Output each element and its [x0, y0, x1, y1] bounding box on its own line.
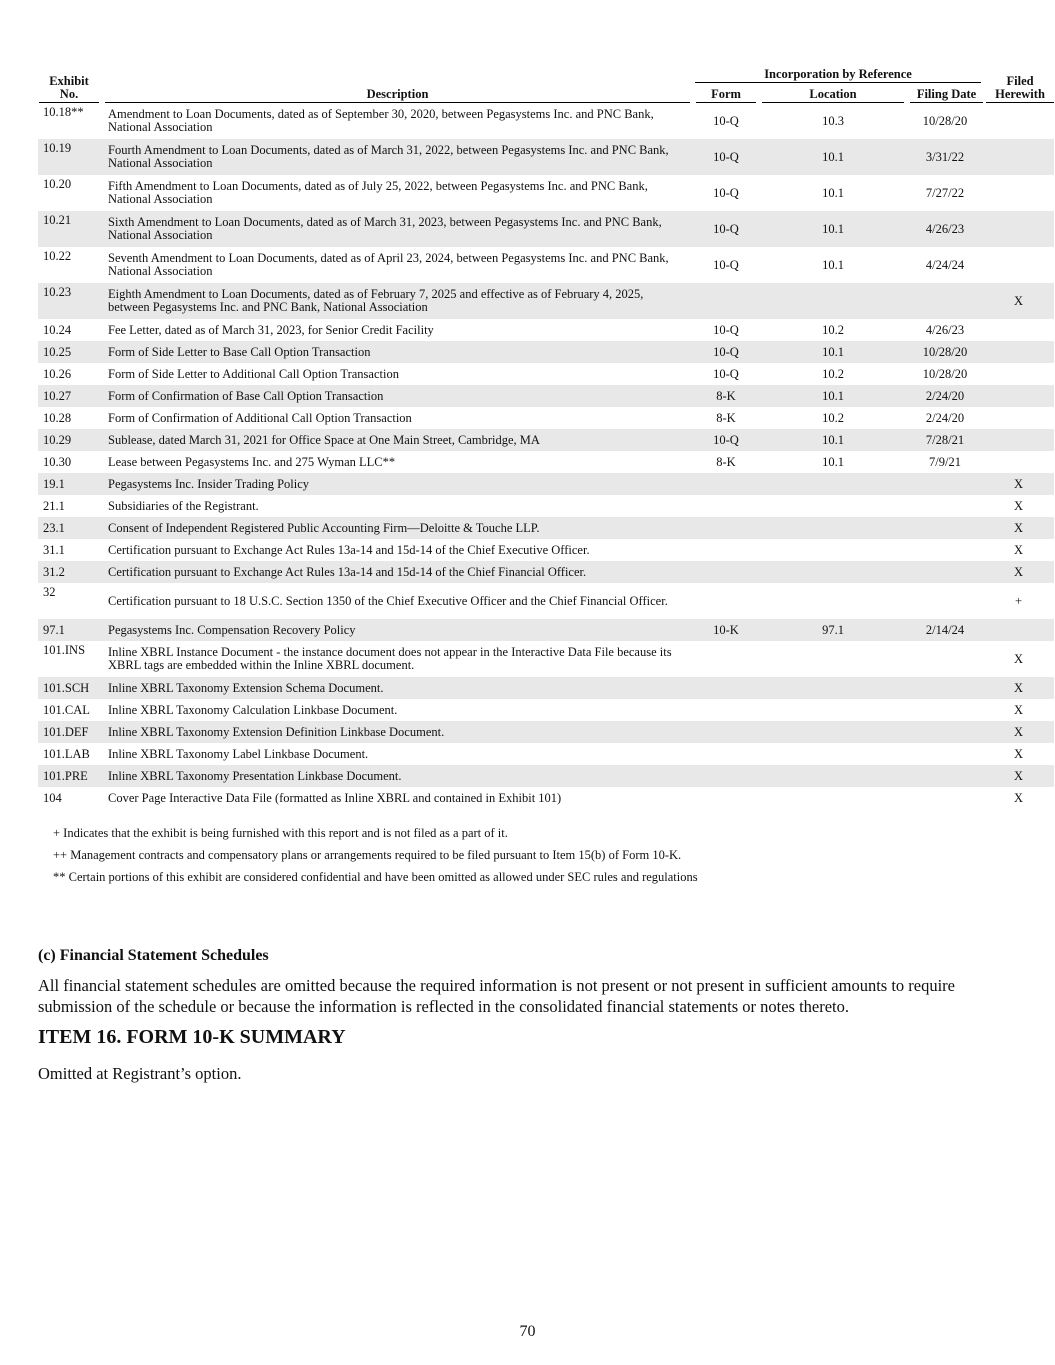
description-cell: Inline XBRL Taxonomy Calculation Linkbase Document.	[108, 702, 398, 717]
description-cell: Inline XBRL Taxonomy Extension Definition Linkbase Document.	[102, 721, 693, 743]
table-row	[38, 619, 1054, 641]
location-cell: 10.2	[822, 366, 844, 381]
table-row	[38, 583, 1054, 619]
form-cell	[693, 539, 759, 561]
location-cell	[759, 787, 907, 809]
exhibit-number-cell: 32	[43, 585, 56, 599]
table-row	[38, 451, 1054, 473]
form-cell	[693, 473, 759, 495]
header-exhibit-line1: Exhibit	[49, 74, 89, 88]
description-cell: Eighth Amendment to Loan Documents, dated as of February 7, 2025 and effective as of February 4, 2025, between Pegasystems Inc. and PNC Bank, National Association	[102, 283, 693, 319]
location-cell	[759, 743, 907, 765]
location-cell	[759, 495, 907, 517]
description-cell: Form of Side Letter to Base Call Option Transaction	[102, 341, 693, 363]
form-cell: 10-Q	[713, 257, 739, 272]
table-row	[38, 407, 1054, 429]
exhibit-number-cell: 10.28	[43, 410, 72, 425]
location-cell: 10.1	[759, 385, 907, 407]
location-cell: 10.1	[759, 211, 907, 247]
exhibit-number-cell: 104	[43, 790, 62, 805]
header-filing-date: Filing Date	[907, 83, 983, 103]
exhibit-number-cell: 101.LAB	[43, 746, 90, 761]
location-cell: 10.2	[822, 410, 844, 425]
description-cell: Fee Letter, dated as of March 31, 2023, for Senior Credit Facility	[108, 322, 434, 337]
description-cell: Pegasystems Inc. Compensation Recovery Policy	[102, 619, 693, 641]
form-cell	[693, 743, 759, 765]
location-cell	[759, 473, 907, 495]
description-cell: Form of Confirmation of Base Call Option Transaction	[102, 385, 693, 407]
filing-date-cell	[907, 517, 983, 539]
location-cell: 10.1	[822, 185, 844, 200]
location-cell	[759, 699, 907, 721]
form-cell	[693, 561, 759, 583]
form-cell	[693, 495, 759, 517]
filed-herewith-cell	[983, 429, 1054, 451]
filing-date-cell: 2/14/24	[907, 619, 983, 641]
filing-date-cell: 4/24/24	[925, 257, 965, 272]
form-cell: 10-Q	[693, 139, 759, 175]
description-cell: Fifth Amendment to Loan Documents, dated as of July 25, 2022, between Pegasystems Inc. and PNC Bank, National Association	[108, 179, 648, 206]
filed-herewith-cell	[983, 319, 1054, 341]
filed-herewith-cell	[983, 175, 1054, 211]
filed-herewith-cell	[983, 103, 1054, 139]
description-cell: Inline XBRL Taxonomy Extension Schema Document.	[102, 677, 693, 699]
section-c-body: All financial statement schedules are omitted because the required information is not present or not present in sufficient amounts to require submission of the schedule or because the information is reflected in the consolidated financial statements or notes thereto.	[38, 976, 955, 1016]
header-exhibit-no	[38, 66, 102, 103]
filing-date-cell	[907, 583, 983, 619]
location-cell	[759, 283, 907, 319]
exhibit-rows	[38, 103, 1054, 809]
form-cell	[693, 283, 759, 319]
location-cell: 10.1	[822, 257, 844, 272]
document-page	[38, 66, 1045, 1084]
filing-date-cell	[907, 641, 983, 677]
exhibit-number-cell: 10.23	[38, 283, 102, 319]
filing-date-cell: 7/9/21	[929, 454, 961, 469]
exhibit-number-cell: 101.SCH	[38, 677, 102, 699]
location-cell	[759, 583, 907, 619]
filed-herewith-cell	[983, 211, 1054, 247]
description-cell: Certification pursuant to Exchange Act Rules 13a-14 and 15d-14 of the Chief Financial Officer.	[102, 561, 693, 583]
form-cell: 10-Q	[713, 185, 739, 200]
section-c-heading: (c) Financial Statement Schedules	[38, 947, 269, 964]
exhibit-number-cell: 21.1	[43, 498, 65, 513]
form-cell: 8-K	[716, 410, 736, 425]
location-cell	[759, 677, 907, 699]
exhibit-number-cell: 10.27	[38, 385, 102, 407]
form-cell: 10-K	[693, 619, 759, 641]
location-cell	[759, 765, 907, 787]
exhibit-number-cell: 10.26	[43, 366, 72, 381]
form-cell: 10-Q	[713, 366, 739, 381]
header-filed-line2: Herewith	[995, 87, 1045, 101]
filing-date-cell	[907, 539, 983, 561]
filing-date-cell	[907, 699, 983, 721]
filed-herewith-cell: X	[983, 517, 1054, 539]
description-cell: Cover Page Interactive Data File (formatted as Inline XBRL and contained in Exhibit 101)	[108, 790, 562, 805]
table-row	[38, 319, 1054, 341]
table-row	[38, 385, 1054, 407]
header-location: Location	[759, 83, 907, 103]
exhibit-number-cell: 10.25	[38, 341, 102, 363]
filed-herewith-cell	[983, 407, 1054, 429]
exhibit-number-cell: 10.29	[38, 429, 102, 451]
description-cell: Sixth Amendment to Loan Documents, dated as of March 31, 2023, between Pegasystems Inc. and PNC Bank, National Association	[102, 211, 693, 247]
filing-date-cell	[907, 473, 983, 495]
table-row	[38, 721, 1054, 743]
exhibit-number-cell: 31.1	[43, 542, 65, 557]
table-row	[38, 103, 1054, 139]
filing-date-cell: 2/24/20	[907, 385, 983, 407]
table-row	[38, 641, 1054, 677]
table-row	[38, 743, 1054, 765]
filed-herewith-cell: X	[1014, 702, 1024, 717]
location-cell: 10.1	[759, 429, 907, 451]
footnote-double-asterisk: ** Certain portions of this exhibit are considered confidential and have been omitted as allowed under SEC rules and regulations	[53, 870, 698, 884]
description-cell: Form of Side Letter to Additional Call Option Transaction	[108, 366, 399, 381]
filing-date-cell: 3/31/22	[907, 139, 983, 175]
filing-date-cell	[907, 283, 983, 319]
location-cell	[759, 539, 907, 561]
form-cell	[693, 583, 759, 619]
filing-date-cell: 10/28/20	[907, 341, 983, 363]
table-row	[38, 247, 1054, 283]
exhibit-number-cell: 31.2	[38, 561, 102, 583]
table-row	[38, 175, 1054, 211]
description-cell: Fourth Amendment to Loan Documents, dated as of March 31, 2022, between Pegasystems Inc. and PNC Bank, National Association	[102, 139, 693, 175]
filing-date-cell: 10/28/20	[922, 366, 968, 381]
exhibit-number-cell: 10.19	[38, 139, 102, 175]
location-cell	[759, 517, 907, 539]
location-cell: 10.3	[822, 113, 844, 128]
table-row	[38, 495, 1054, 517]
item16-heading: ITEM 16. FORM 10-K SUMMARY	[38, 1026, 346, 1048]
form-cell	[693, 765, 759, 787]
exhibit-number-cell: 10.21	[38, 211, 102, 247]
location-cell	[759, 641, 907, 677]
filed-herewith-cell: X	[1014, 498, 1024, 513]
description-cell: Subsidiaries of the Registrant.	[108, 498, 259, 513]
description-cell: Inline XBRL Taxonomy Label Linkbase Document.	[108, 746, 369, 761]
filed-herewith-cell	[983, 619, 1054, 641]
form-cell	[693, 699, 759, 721]
footnotes	[38, 827, 1018, 884]
description-cell: Certification pursuant to 18 U.S.C. Section 1350 of the Chief Executive Officer and the Chief Financial Officer.	[108, 593, 668, 608]
filing-date-cell: 4/26/23	[907, 211, 983, 247]
filed-herewith-cell: X	[1014, 790, 1024, 805]
form-cell: 10-Q	[713, 113, 739, 128]
filing-date-cell	[907, 721, 983, 743]
form-cell: 10-Q	[713, 322, 739, 337]
description-cell: Form of Confirmation of Additional Call Option Transaction	[108, 410, 412, 425]
table-row	[38, 765, 1054, 787]
filed-herewith-cell: X	[983, 677, 1054, 699]
table-row	[38, 363, 1054, 385]
form-cell: 8-K	[693, 385, 759, 407]
page-number: 70	[519, 1323, 536, 1340]
location-cell	[759, 721, 907, 743]
exhibit-number-cell: 101.CAL	[43, 702, 90, 717]
exhibit-number-cell: 10.20	[43, 177, 72, 191]
description-cell: Pegasystems Inc. Insider Trading Policy	[102, 473, 693, 495]
form-cell: 10-Q	[693, 341, 759, 363]
filing-date-cell	[907, 743, 983, 765]
filed-herewith-cell: X	[1014, 651, 1024, 666]
table-row	[38, 699, 1054, 721]
exhibit-number-cell: 10.24	[43, 322, 72, 337]
form-cell	[693, 787, 759, 809]
footnote-plus: + Indicates that the exhibit is being furnished with this report and is not filed as a part of it.	[53, 826, 508, 840]
table-row	[38, 211, 1054, 247]
header-form: Form	[693, 83, 759, 103]
location-cell: 97.1	[759, 619, 907, 641]
location-cell: 10.1	[759, 139, 907, 175]
exhibit-number-cell: 101.INS	[43, 643, 86, 657]
form-cell: 10-Q	[693, 211, 759, 247]
table-row	[38, 283, 1054, 319]
filing-date-cell	[907, 787, 983, 809]
form-cell	[693, 677, 759, 699]
filed-herewith-cell	[983, 363, 1054, 385]
location-cell: 10.1	[822, 454, 844, 469]
item16-body: Omitted at Registrant’s option.	[38, 1064, 242, 1083]
filing-date-cell	[907, 561, 983, 583]
filed-herewith-cell: X	[983, 765, 1054, 787]
description-cell: Seventh Amendment to Loan Documents, dated as of April 23, 2024, between Pegasystems Inc. and PNC Bank, National Association	[108, 251, 669, 278]
location-cell: 10.2	[822, 322, 844, 337]
location-cell: 10.1	[759, 341, 907, 363]
table-row	[38, 517, 1054, 539]
form-cell: 10-Q	[693, 429, 759, 451]
form-cell	[693, 721, 759, 743]
header-filed-herewith	[983, 66, 1054, 103]
filed-herewith-cell: X	[983, 561, 1054, 583]
filed-herewith-cell	[983, 385, 1054, 407]
exhibit-number-cell: 19.1	[38, 473, 102, 495]
filed-herewith-cell	[983, 139, 1054, 175]
filed-herewith-cell	[983, 451, 1054, 473]
table-row	[38, 677, 1054, 699]
header-description: Description	[102, 66, 693, 103]
table-row	[38, 561, 1054, 583]
filed-herewith-cell	[983, 247, 1054, 283]
filing-date-cell: 7/28/21	[907, 429, 983, 451]
exhibit-number-cell: 10.22	[43, 249, 72, 263]
filed-herewith-cell: X	[1014, 746, 1024, 761]
exhibit-number-cell: 101.PRE	[38, 765, 102, 787]
location-cell	[759, 561, 907, 583]
filing-date-cell	[907, 495, 983, 517]
header-incorporation-by-reference: Incorporation by Reference	[693, 66, 983, 83]
filed-herewith-cell: +	[1015, 593, 1023, 608]
footnote-double-plus: ++ Management contracts and compensatory plans or arrangements required to be filed pursuant to Item 15(b) of Form 10-K.	[53, 848, 682, 862]
filed-herewith-cell: X	[1014, 542, 1024, 557]
form-cell: 8-K	[716, 454, 736, 469]
exhibit-table	[38, 66, 1054, 809]
exhibit-number-cell: 97.1	[38, 619, 102, 641]
description-cell: Sublease, dated March 31, 2021 for Office Space at One Main Street, Cambridge, MA	[102, 429, 693, 451]
filing-date-cell: 4/26/23	[925, 322, 965, 337]
filed-herewith-cell: X	[983, 721, 1054, 743]
form-cell	[693, 517, 759, 539]
exhibit-number-cell: 10.18**	[43, 105, 84, 119]
exhibit-number-cell: 23.1	[38, 517, 102, 539]
description-cell: Lease between Pegasystems Inc. and 275 Wyman LLC**	[108, 454, 396, 469]
filing-date-cell: 7/27/22	[925, 185, 965, 200]
header-filed-line1: Filed	[1006, 74, 1034, 88]
table-row	[38, 139, 1054, 175]
filed-herewith-cell: X	[983, 473, 1054, 495]
description-cell: Amendment to Loan Documents, dated as of September 30, 2020, between Pegasystems Inc. and PNC Bank, National Association	[108, 107, 654, 134]
description-cell: Inline XBRL Taxonomy Presentation Linkbase Document.	[102, 765, 693, 787]
table-row	[38, 473, 1054, 495]
description-cell: Certification pursuant to Exchange Act Rules 13a-14 and 15d-14 of the Chief Executive Officer.	[108, 542, 590, 557]
description-cell: Inline XBRL Instance Document - the instance document does not appear in the Interactive Data File because its XBRL tags are embedded within the Inline XBRL document.	[108, 645, 672, 672]
description-cell: Consent of Independent Registered Public Accounting Firm—Deloitte & Touche LLP.	[102, 517, 693, 539]
table-row	[38, 341, 1054, 363]
filed-herewith-cell: X	[983, 283, 1054, 319]
filing-date-cell	[907, 677, 983, 699]
table-row	[38, 787, 1054, 809]
header-exhibit-line2: No.	[59, 87, 79, 101]
table-row	[38, 539, 1054, 561]
filing-date-cell: 2/24/20	[925, 410, 965, 425]
exhibit-number-cell: 10.30	[43, 454, 72, 469]
table-row	[38, 429, 1054, 451]
form-cell	[693, 641, 759, 677]
filed-herewith-cell	[983, 341, 1054, 363]
filing-date-cell	[907, 765, 983, 787]
filing-date-cell: 10/28/20	[922, 113, 968, 128]
exhibit-number-cell: 101.DEF	[38, 721, 102, 743]
